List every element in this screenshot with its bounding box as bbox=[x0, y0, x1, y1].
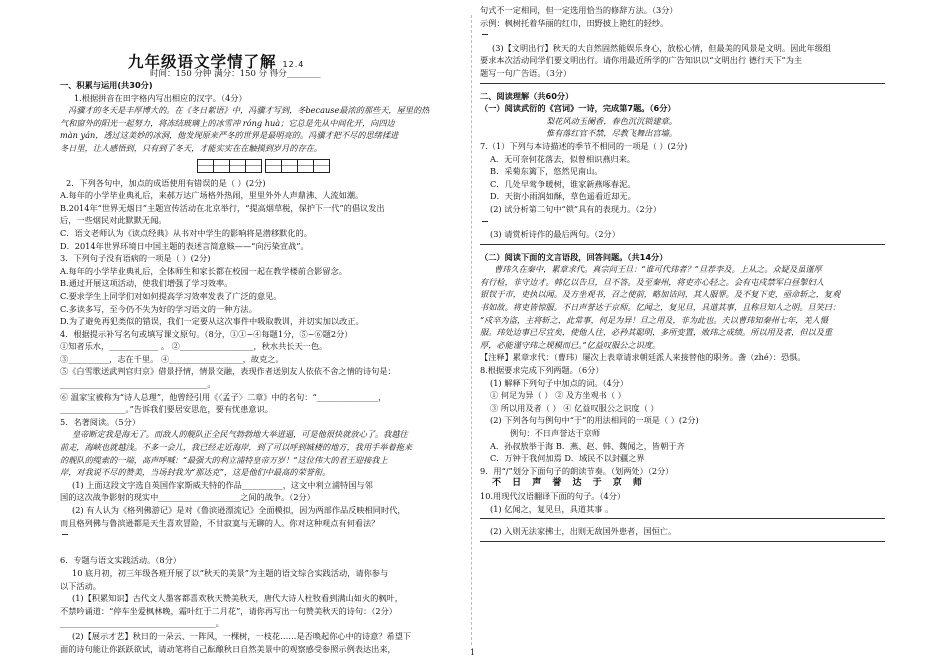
answer-line[interactable] bbox=[480, 243, 885, 245]
title-text: 九年级语文学情了解 bbox=[128, 53, 277, 71]
text-line: 惟有落红官不禁，尽教飞舞出宫墙。 bbox=[546, 128, 678, 139]
text-line: 5．名著阅读。（5分） bbox=[60, 416, 141, 427]
text-line: C．万钟于我何加焉 D．域民不以封疆之界 bbox=[490, 453, 645, 464]
text-line: “戍卒为盗，主将斩之，此常事，何足为异！旦之用及，非为此也。夫以曹玮知秦州七年，羌人慑 bbox=[480, 314, 829, 325]
text-line: ③ 所以用及者（ ） ④ 亿益叹服公之识度（ ） bbox=[490, 402, 659, 413]
text-line: 7.（1）下列与本诗描述的季节不相同的一项是（ ）(2分) bbox=[480, 140, 688, 151]
text-line: (2)【展示才艺】秋日的一朵云、一阵风，一棵树，一枝花……是否唤起你心中的诗意？希望下 bbox=[72, 630, 412, 641]
text-line: 曹玮久在秦中，累章求代。真宗问王旦：“谁可代玮者？”旦荐李及。上从之。众疑及虽谨厚 bbox=[494, 264, 822, 275]
text-line: 例句：不日声誉达于京师 bbox=[510, 428, 601, 438]
hanzi-cell[interactable] bbox=[213, 159, 230, 173]
answer-dash bbox=[60, 529, 464, 542]
text-line: 3．下列句子没有语病的一项是（ ）(2分) bbox=[60, 253, 211, 264]
title-date: 12.4 bbox=[282, 60, 305, 69]
text-line: 10.用现代汉语翻译下面的句子。（4分） bbox=[480, 490, 626, 501]
text-line: (2) 有人认为《格列佛游记》是对《鲁滨逊漂流记》全面模拟，因为两部作品反映相同时代， bbox=[72, 505, 406, 515]
text-line: 厚，必能谨守玮之规模而已。”亿益叹服公之识度。 bbox=[480, 339, 661, 350]
text-line: 句式不一定相同，但一定选用恰当的修辞方法。（3分） bbox=[480, 5, 678, 15]
hanzi-cell[interactable] bbox=[313, 159, 330, 173]
text-line: 6．专题与语文实践活动。（8分） bbox=[60, 555, 181, 566]
text-line: (2) 下列各句与例句中“于”的用法相同的一项是（ ）(2分) bbox=[490, 415, 699, 426]
text-line: 后，一些烟民对此默默无闻。 bbox=[60, 215, 167, 226]
text-line: 要求本次活动同学们要文明出行。请你用最近所学的广告知识以“文明出行 德行天下”为主 bbox=[480, 55, 803, 66]
section-heading: 二、阅读理解（共60分） bbox=[480, 90, 574, 101]
text-line: 【注释】累章求代：（曹玮）屡次上表章请求朝廷派人来接替他的职务。詟（zhé）：恐惧。 bbox=[480, 352, 806, 363]
hanzi-cell[interactable] bbox=[281, 159, 298, 173]
hanzi-cell[interactable] bbox=[245, 159, 262, 173]
text-line: ①知者乐水，____________ 。 ②__________________，秋水共长天一色。 bbox=[60, 341, 328, 352]
text-line: 1.根据拼音在田字格内写出相应的汉字。（4分） bbox=[74, 92, 247, 103]
text-line: (1) 上面这段文字选自英国作家斯威夫特的作品__________，这文中利立浦特国与邻 bbox=[72, 479, 373, 490]
left-column bbox=[60, 79, 464, 655]
text-line: 气和窗外的阳光一起努力，将冻结玻璃上的冰雪冲 róng huà；它总是先从中间化开，向四边 bbox=[60, 117, 395, 128]
text-line: C．语文老师认为《读点经典》从书对中学生的影响将是潜移默化的。 bbox=[60, 227, 312, 238]
text-line: (2) 入则无法家拂士，出则无敌国外患者，国恒亡。 bbox=[490, 526, 677, 537]
text-line: 8.根据要求完成下列两题。（6分） bbox=[480, 365, 604, 376]
text-line: 书如故。将吏皆惊服。不日声誉达于京师。亿闻之，复见旦，具道其事，且称旦知人之明。旦笑曰： bbox=[480, 302, 841, 313]
hanzi-cell[interactable] bbox=[297, 159, 314, 173]
text-line: A.每年的小学毕业典礼后，来郝万达广场格外热闹，里里外外人声鼎沸、人流如潮。 bbox=[60, 190, 364, 201]
text-line: D．天街小雨润如酥，草色遥看近却无。 bbox=[490, 191, 636, 202]
answer-dash bbox=[480, 29, 885, 42]
text-line: 梨花风动玉阑香，春色沉沉锁建章。 bbox=[546, 115, 678, 126]
text-line: 不 日 声 誉 达 于 京 师 bbox=[492, 478, 646, 489]
section-heading: 一、积累与运用(共30分) bbox=[60, 80, 153, 90]
text-line: ③__________，志在千里。 ④__________________，故克之。 bbox=[60, 353, 284, 364]
hanzi-grid[interactable] bbox=[198, 159, 464, 173]
section-heading: （一）阅读武衍的《宫词》一诗，完成第7题。（6分） bbox=[480, 103, 676, 114]
text-line: B.2014年“世界无烟日”主题宣传活动在北京举行，“提高烟草税，保护下一代”的倡议发出 bbox=[60, 202, 385, 213]
text-line: 有行检，非守边才。韩亿以告旦，旦不答。及至秦州，将吏亦心轻之。会有屯戍禁军白昼掣妇人 bbox=[480, 276, 824, 287]
text-line: 面的诗句能让你跃跃欲试，请动笔将自己酝酿秋日自然美景中的观察感受参照示例表达出来， bbox=[60, 643, 396, 654]
text-line: màn yán，透过这美妙的冰洞，他发现原来严冬的世界是最明亮的。冯骥才把不尽的思绪揉进 bbox=[60, 130, 399, 141]
answer-line[interactable] bbox=[480, 82, 885, 84]
text-line: 10 底月初，初三年级各班开展了以“秋天的美景”为主题的语文综合实践活动，请你参与 bbox=[72, 567, 389, 578]
answer-line[interactable] bbox=[480, 540, 885, 542]
page-number: 1 bbox=[470, 648, 476, 657]
text-line: 示例：枫树托着华丽的红巾，田野披上艳红的轻纱。 bbox=[480, 17, 669, 28]
hanzi-cell[interactable] bbox=[229, 159, 246, 173]
text-line: 国的这次战争影射的现实中____________________之间的战争。（2分） bbox=[60, 492, 315, 503]
text-line: (3) 请赏析诗作的最后两句。（2分） bbox=[490, 229, 620, 240]
exam-meta: 时间：150 分钟 满分：150 分 得分________ bbox=[150, 69, 321, 79]
text-line: D.为了避免再犯类似的错误，我们一定要从这次事件中吸取教训，并切实加以改正。 bbox=[60, 316, 364, 327]
text-line: 冯骥才的冬天是丰厚博大的。在《冬日絮语》中，冯骥才写到，冬because最浓的那些天，屋里的热 bbox=[68, 105, 430, 116]
text-line: 4．根据提示补写名句或填写课文原句。（8分，①①~④每题1分，⑤~⑥题2分） bbox=[60, 328, 353, 339]
section-heading: （二）阅读下面的文言语段，回答问题。（共14分） bbox=[480, 251, 668, 262]
text-line: D．2014年世界环境日中国主题的表述言简意赅——“向污染宣战”。 bbox=[60, 240, 309, 251]
text-line: A.每年的小学毕业典礼后，全体师生和家长都在校园一起在教学楼前合影留念。 bbox=[60, 265, 347, 276]
text-line: (1)【积累知识】古代文人墨客都喜欢秋天赞美秋天，唐代大诗人杜牧看到满山如火的枫叶， bbox=[72, 593, 403, 604]
text-line: B.通过开展这项活动，使我们增强了学习效率。 bbox=[60, 278, 233, 289]
text-line: C.要求学生上同学们对如何提高学习效率发表了广泛的意见。 bbox=[60, 290, 282, 301]
text-line: (2) 试分析第二句中“锁”具有的表现力。（2分） bbox=[490, 203, 662, 214]
text-line: (1) 解释下列句子中加点的词。（4分） bbox=[490, 377, 629, 388]
text-line: 岸，对我说不尽的赞美，当场封我为“那达克”，这是他们中最高的荣誉衔。 bbox=[60, 467, 331, 478]
text-line: 冬日里，让人感悟到，只有到了冬天，才能实实在在触摸到岁月的存在。 bbox=[60, 142, 323, 153]
hanzi-cell[interactable] bbox=[197, 159, 214, 173]
text-line: B．采菊东篱下，悠然见南山。 bbox=[490, 166, 603, 177]
text-line: 2．下列各句中，加点的成语使用有错误的是（ ）(2分) bbox=[66, 177, 266, 188]
text-line: C.多读多写，至今仍不失为好的学习语文的一种方法。 bbox=[60, 303, 257, 314]
answer-dash bbox=[480, 216, 885, 229]
text-line bbox=[60, 542, 464, 555]
text-line: 不禁吟诵道：“停车坐爱枫林晚，霜叶红于二月花”，请你再写出一句赞美秋天的诗句：（2分） bbox=[60, 605, 397, 616]
text-line: C．几处早莺争暖树，谁家新燕啄春泥。 bbox=[490, 178, 636, 189]
text-line: ______________________________________。 bbox=[60, 618, 224, 629]
answer-line[interactable] bbox=[480, 517, 885, 519]
text-line: 以下活动。 bbox=[60, 580, 101, 591]
hanzi-cell[interactable] bbox=[265, 159, 282, 173]
text-line: 而且格列佛与鲁滨逊都是天生喜欢冒险，不甘寂寞与无聊的人。你对这种观点有何看法？ bbox=[60, 517, 380, 528]
right-column bbox=[480, 4, 885, 548]
text-line: 银钗于市，吏执以闻。及方坐观书，召之使前，略加诘问，其人服罪。及不复下吏，亟命斩之，复观 bbox=[480, 289, 841, 300]
text-line: 皇帝断定我是海无了。而敌人的舰队正全民气勃勃地大举进逼，可是他很快就放心了。我越往 bbox=[72, 429, 408, 440]
text-line: (3)【文明出行】秋天的大自然固然能娱乐身心，放松心情，但最美的风景是文明。因此年级组 bbox=[492, 42, 832, 53]
text-line: ① 何足为异（ ） ② 及方坐观书（ ） bbox=[490, 390, 626, 401]
text-line: 题写一句广告语。（3分） bbox=[480, 67, 572, 78]
text-line: A．孙叔敖举于海 B．燕、赵、韩、魏闻之，皆朝于齐 bbox=[490, 440, 685, 451]
text-line: A．无可奈何花落去，似曾相识燕归来。 bbox=[490, 153, 636, 164]
text-line: ⑤《白雪歌送武判官归京》借景抒情，情景交融，表现作者送别友人依依不舍之情的诗句是： bbox=[60, 366, 396, 377]
text-line: ________________。”告诉我们要居安思危，要有忧患意识。 bbox=[60, 404, 273, 415]
text-line: (1) 亿闻之，复见旦，具道其事 。 bbox=[490, 503, 614, 514]
text-line: ____________________________________。 bbox=[60, 379, 216, 390]
text-line: ⑥ 温家宝被称为“诗人总理”，他曾经引用《〈孟子〉二章》中的名句：“_______________， bbox=[60, 391, 387, 402]
text-line: 的舰队的缆索的一端，高声呼喊：“最强大的利立浦特皇帝万岁！”这位伟大的君王迎接我上 bbox=[60, 454, 388, 465]
column-divider bbox=[471, 15, 472, 645]
text-line: 服。玮处边事已尽宜矣，使他人往，必矜其聪明，多所变置，败玮之成绩。所以用及者，但以及重 bbox=[480, 327, 833, 338]
text-line: 前走，海峡也就越浅。不多一会儿，我已经走近海岸，到了可以呼到城楼的地方，我用手举着拖来 bbox=[60, 442, 413, 453]
text-line: 9．用“/”划分下面句子的朗读节奏。（划两处）（2分） bbox=[480, 465, 674, 476]
